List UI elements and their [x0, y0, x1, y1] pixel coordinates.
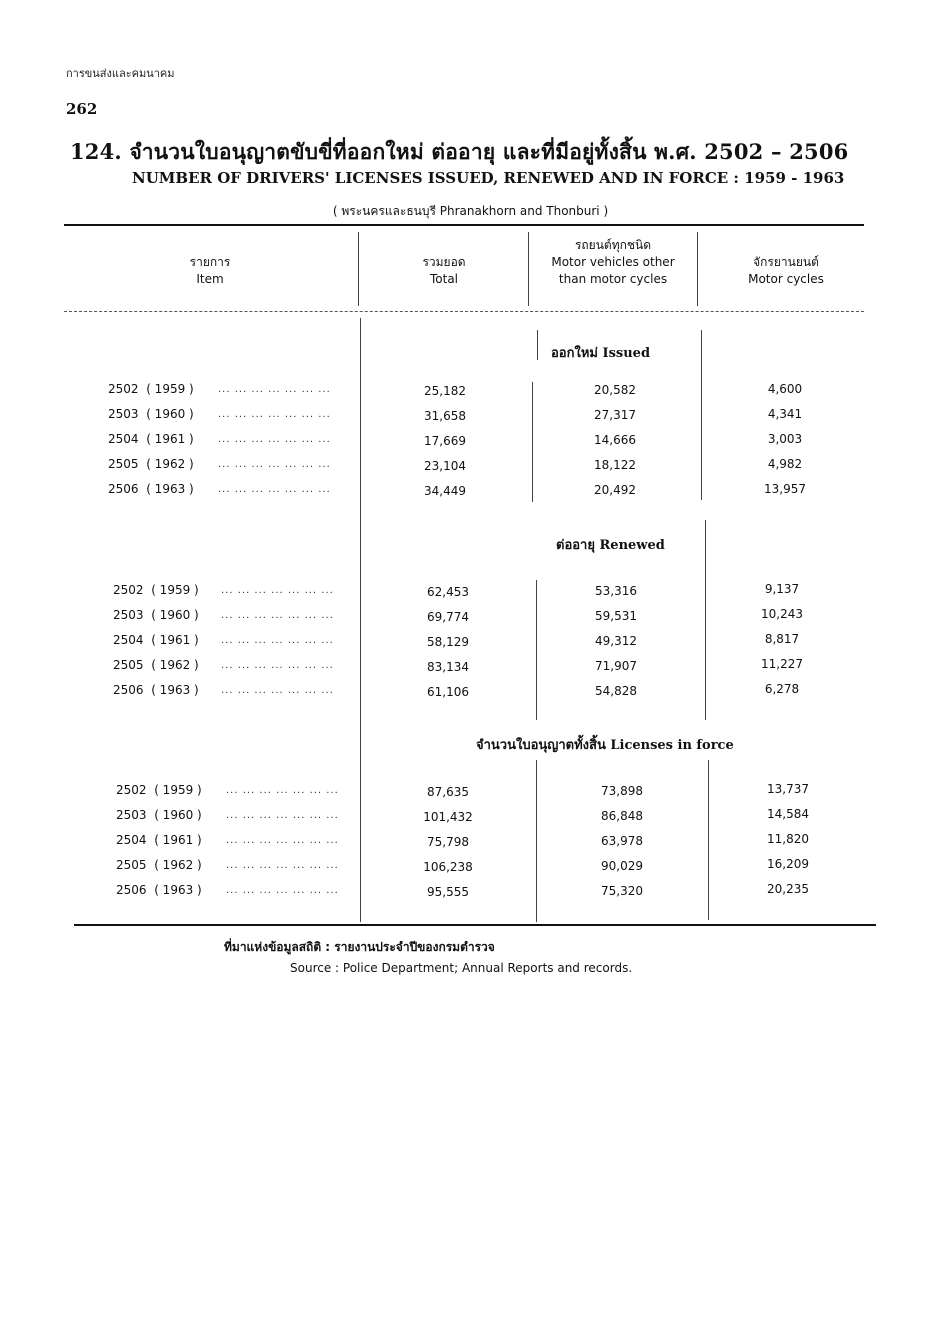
cell-motor-vehicles: 20,582: [594, 383, 636, 397]
column-divider: [701, 330, 702, 500]
row-label-year: 2503 ( 1960 ): [113, 608, 199, 622]
column-divider: [708, 760, 709, 920]
leader-dots: ... ... ... ... ... ... ...: [221, 660, 334, 671]
bottom-rule: [74, 924, 876, 926]
column-divider: [705, 520, 706, 720]
cell-motor-cycles: 9,137: [764, 582, 800, 596]
cell-total: 23,104: [424, 459, 466, 473]
header-motor-cycles: [726, 254, 846, 288]
column-divider: [528, 232, 529, 306]
table-subtitle: ( พระนครและธนบุรี Phranakhorn and Thonburi ): [332, 204, 609, 218]
row-label-year: 2502 ( 1959 ): [116, 783, 202, 797]
leader-dots: ... ... ... ... ... ... ...: [226, 810, 339, 821]
header-cycle-thai: จักรยานยนต์: [753, 255, 819, 269]
cell-motor-cycles: 4,600: [767, 382, 803, 396]
row-label-year: 2502 ( 1959 ): [113, 583, 199, 597]
header-item-english: Item: [196, 272, 224, 286]
row-label-year: 2505 ( 1962 ): [116, 858, 202, 872]
leader-dots: ... ... ... ... ... ... ...: [221, 610, 334, 621]
column-divider: [537, 330, 538, 360]
row-label-year: 2504 ( 1961 ): [116, 833, 202, 847]
leader-dots: ... ... ... ... ... ... ...: [226, 860, 339, 871]
row-label-year: 2503 ( 1960 ): [108, 407, 194, 421]
leader-dots: ... ... ... ... ... ... ...: [226, 785, 339, 796]
section-heading-issued: ออกใหม่ Issued: [551, 346, 651, 361]
source-note-thai: ที่มาแห่งข้อมูลสถิติ : รายงานประจำปีของกรมตำรวจ: [224, 940, 495, 954]
cell-motor-vehicles: 86,848: [601, 809, 643, 823]
cell-total: 83,134: [427, 660, 469, 674]
header-total: [384, 254, 504, 288]
cell-motor-vehicles: 14,666: [594, 433, 636, 447]
section-heading-renewed: ต่ออายุ Renewed: [556, 538, 665, 553]
cell-motor-cycles: 13,737: [767, 782, 809, 796]
cell-motor-vehicles: 49,312: [595, 634, 637, 648]
cell-motor-cycles: 10,243: [761, 607, 803, 621]
cell-motor-cycles: 16,209: [767, 857, 809, 871]
cell-motor-cycles: 13,957: [764, 482, 806, 496]
header-separator: [64, 311, 864, 312]
cell-motor-vehicles: 73,898: [601, 784, 643, 798]
row-label-year: 2505 ( 1962 ): [108, 457, 194, 471]
header-cycle-english: Motor cycles: [748, 272, 824, 286]
cell-motor-cycles: 6,278: [764, 682, 800, 696]
cell-total: 101,432: [423, 810, 473, 824]
cell-motor-vehicles: 75,320: [601, 884, 643, 898]
cell-motor-vehicles: 54,828: [595, 684, 637, 698]
leader-dots: ... ... ... ... ... ... ...: [218, 384, 331, 395]
cell-motor-cycles: 14,584: [767, 807, 809, 821]
table-title-thai: 124. จำนวนใบอนุญาตขับขี่ที่ออกใหม่ ต่ออายุ และที่มีอยู่ทั้งสิ้น พ.ศ. 2502 – 2506: [70, 139, 849, 164]
row-label-year: 2504 ( 1961 ): [113, 633, 199, 647]
leader-dots: ... ... ... ... ... ... ...: [226, 835, 339, 846]
cell-motor-vehicles: 20,492: [594, 483, 636, 497]
leader-dots: ... ... ... ... ... ... ...: [218, 434, 331, 445]
cell-motor-cycles: 11,820: [767, 832, 809, 846]
header-item: [150, 254, 270, 288]
cell-total: 34,449: [424, 484, 466, 498]
header-motor-thai: รถยนต์ทุกชนิด: [574, 238, 652, 252]
cell-motor-vehicles: 18,122: [594, 458, 636, 472]
header-item-thai: รายการ: [189, 255, 231, 269]
cell-motor-cycles: 4,982: [767, 457, 803, 471]
leader-dots: ... ... ... ... ... ... ...: [221, 635, 334, 646]
running-header: การขนส่งและคมนาคม: [66, 67, 175, 80]
column-divider: [532, 382, 533, 502]
cell-motor-vehicles: 90,029: [601, 859, 643, 873]
leader-dots: ... ... ... ... ... ... ...: [218, 459, 331, 470]
leader-dots: ... ... ... ... ... ... ...: [221, 685, 334, 696]
cell-total: 25,182: [424, 384, 466, 398]
cell-total: 75,798: [427, 835, 469, 849]
column-divider: [358, 232, 359, 306]
cell-total: 87,635: [427, 785, 469, 799]
cell-total: 61,106: [427, 685, 469, 699]
top-rule: [64, 224, 864, 226]
cell-motor-vehicles: 63,978: [601, 834, 643, 848]
cell-motor-cycles: 8,817: [764, 632, 800, 646]
leader-dots: ... ... ... ... ... ... ...: [218, 409, 331, 420]
cell-total: 62,453: [427, 585, 469, 599]
cell-total: 69,774: [427, 610, 469, 624]
cell-motor-vehicles: 27,317: [594, 408, 636, 422]
leader-dots: ... ... ... ... ... ... ...: [218, 484, 331, 495]
cell-motor-cycles: 3,003: [767, 432, 803, 446]
cell-motor-vehicles: 53,316: [595, 584, 637, 598]
column-divider: [697, 232, 698, 306]
row-label-year: 2504 ( 1961 ): [108, 432, 194, 446]
cell-total: 95,555: [427, 885, 469, 899]
column-divider: [360, 318, 361, 922]
header-total-english: Total: [429, 272, 459, 286]
cell-motor-cycles: 11,227: [761, 657, 803, 671]
row-label-year: 2503 ( 1960 ): [116, 808, 202, 822]
header-motor-english: Motor vehicles other than motor cycles: [551, 255, 675, 286]
cell-motor-vehicles: 71,907: [595, 659, 637, 673]
header-motor-vehicles: [548, 237, 678, 288]
page-number: 262: [66, 100, 98, 118]
section-heading-in-force: จำนวนใบอนุญาตทั้งสิ้น Licenses in force: [476, 738, 734, 753]
row-label-year: 2506 ( 1963 ): [116, 883, 202, 897]
table-title-english: NUMBER OF DRIVERS' LICENSES ISSUED, RENEWED AND IN FORCE : 1959 - 1963: [132, 169, 845, 187]
cell-motor-vehicles: 59,531: [595, 609, 637, 623]
column-divider: [536, 760, 537, 922]
cell-total: 106,238: [423, 860, 473, 874]
cell-total: 31,658: [424, 409, 466, 423]
cell-total: 17,669: [424, 434, 466, 448]
column-divider: [536, 580, 537, 720]
row-label-year: 2506 ( 1963 ): [113, 683, 199, 697]
cell-motor-cycles: 20,235: [767, 882, 809, 896]
row-label-year: 2506 ( 1963 ): [108, 482, 194, 496]
cell-total: 58,129: [427, 635, 469, 649]
cell-motor-cycles: 4,341: [767, 407, 803, 421]
row-label-year: 2502 ( 1959 ): [108, 382, 194, 396]
leader-dots: ... ... ... ... ... ... ...: [226, 885, 339, 896]
source-note-english: Source : Police Department; Annual Reports and records.: [290, 961, 633, 975]
leader-dots: ... ... ... ... ... ... ...: [221, 585, 334, 596]
header-total-thai: รวมยอด: [422, 255, 466, 269]
row-label-year: 2505 ( 1962 ): [113, 658, 199, 672]
